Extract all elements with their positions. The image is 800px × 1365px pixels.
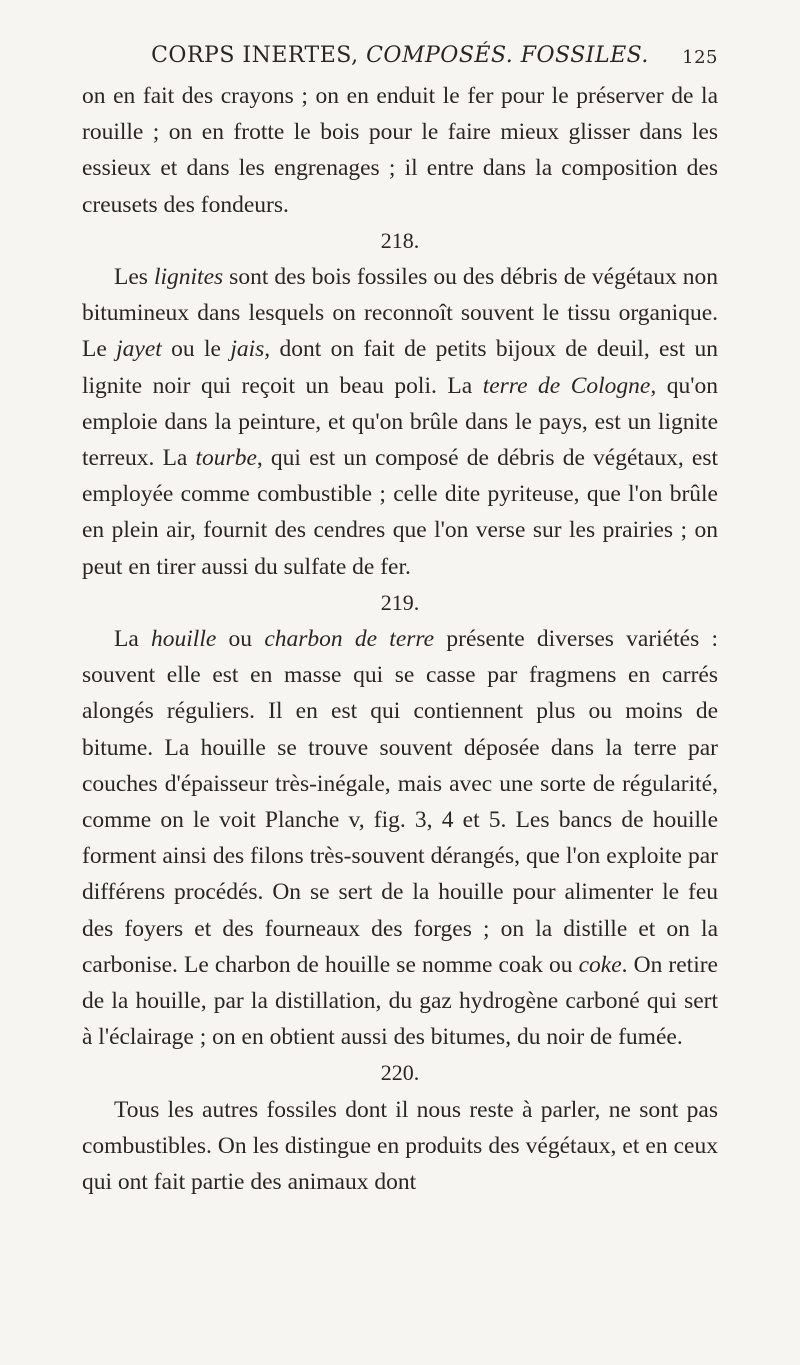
paragraph-218: Les lignites sont des bois fossiles ou des débris de végétaux non bitumineux dans lesquels on reconnoît souvent le tissu organique. Le jayet ou le jais, dont on fait de petits bijoux de deuil, est un lignite noir qui reçoit un beau poli. La terre de Cologne, qu'on emploie dans la peinture, et qu'on brûle dans le pays, est un lignite terreux. La tourbe, qui est un composé de débris de végétaux, est employée comme combustible ; celle dite pyriteuse, que l'on brûle en plein air, fournit des cendres que l'on verse sur les prairies ; on peut en tirer aussi du sulfate de fer. bbox=[82, 264, 718, 580]
section-number-218: 218. bbox=[380, 227, 420, 253]
section-number-220: 220. bbox=[380, 1060, 420, 1086]
body-text bbox=[82, 78, 718, 1200]
paragraph-219: La houille ou charbon de terre présente diverses variétés : souvent elle est en masse qui se casse par fragmens en carrés alongés réguliers. Il en est qui contiennent plus ou moins de bitume. La houille se trouve souvent déposée dans la terre par couches d'épaisseur très-inégale, mais avec une sorte de régularité, comme on le voit Planche v, fig. 3, 4 et 5. Les bancs de houille forment ainsi des filons très-souvent dérangés, que l'on exploite par différens procédés. On se sert de la houille pour alimenter le feu des foyers et des fourneaux des forges ; on la distille et on la carbonise. Le charbon de houille se nomme coak ou coke. On retire de la houille, par la distillation, du gaz hydrogène carboné qui sert à l'éclairage ; on en obtient aussi des bitumes, du noir de fumée. bbox=[82, 626, 718, 1051]
page-number: 125 bbox=[682, 47, 718, 68]
running-head-title: CORPS INERTES, COMPOSÉS. FOSSILES. bbox=[151, 43, 649, 68]
section-number-219: 219. bbox=[380, 589, 420, 615]
running-head bbox=[82, 38, 718, 74]
paragraph-continued: on en fait des crayons ; on en enduit le fer pour le préserver de la rouille ; on en frotte le bois pour le faire mieux glisser dans les essieux et dans les engrenages ; il entre dans la composition des creusets des fondeurs. bbox=[82, 83, 718, 218]
paragraph-220: Tous les autres fossiles dont il nous reste à parler, ne sont pas combustibles. On les distingue en produits des végétaux, et en ceux qui ont fait partie des animaux dont bbox=[82, 1096, 718, 1196]
